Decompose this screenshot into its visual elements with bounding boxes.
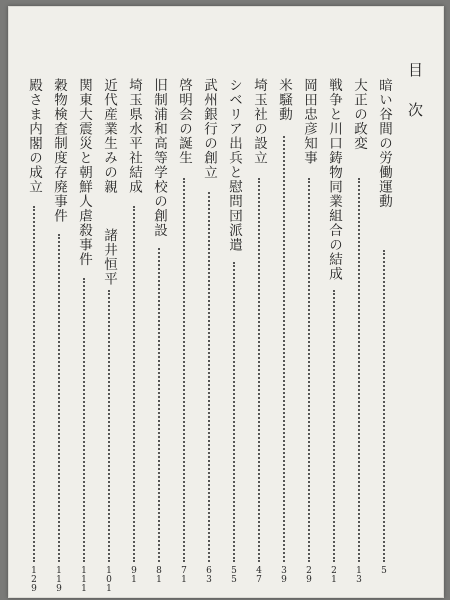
toc-entry-page: 5	[379, 566, 389, 575]
toc-entry-page: 119	[54, 566, 64, 593]
toc-entry-page: 129	[29, 566, 39, 593]
toc-entry-title: 大正の政変	[351, 78, 367, 151]
toc-entry	[49, 78, 69, 598]
toc-entry	[149, 78, 169, 598]
toc-entry-title: 米騒動	[276, 78, 292, 122]
toc-entry-title: 旧制浦和高等学校の創設	[151, 78, 167, 238]
toc-leader-dots	[33, 206, 35, 562]
toc-entry-title: 近代産業生みの親	[101, 78, 117, 194]
toc-leader-dots	[83, 278, 85, 562]
toc-entry-page: 63	[204, 566, 214, 584]
toc-leader-dots	[133, 206, 135, 562]
toc-entry-title: 埼玉県水平社結成	[126, 78, 142, 194]
toc-entry-page: 21	[329, 566, 339, 584]
toc-entry-title: 関東大震災と朝鮮人虐殺事件	[76, 78, 92, 267]
toc-entry-title: 戦争と川口鋳物同業組合の結成	[326, 78, 342, 281]
toc-entry-page: 47	[254, 566, 264, 584]
toc-entry-page: 91	[129, 566, 139, 584]
toc-leader-dots	[158, 248, 160, 562]
toc-entry	[124, 78, 144, 598]
toc-entry	[274, 78, 294, 598]
toc-entry-page: 39	[279, 566, 289, 584]
toc-entry-author: 諸井恒平	[101, 228, 117, 286]
toc-leader-dots	[183, 178, 185, 562]
toc-entry	[349, 78, 369, 598]
toc-leader-dots	[208, 192, 210, 562]
toc-leader-dots	[358, 178, 360, 562]
toc-entry-title: 殿さま内閣の成立	[26, 78, 42, 194]
toc-entry-page: 29	[304, 566, 314, 584]
toc-entry-title: シベリア出兵と慰問団派遣	[226, 78, 242, 252]
toc-entry-page: 111	[79, 566, 89, 593]
toc-entry	[74, 78, 94, 598]
toc-leader-dots	[308, 178, 310, 562]
toc-entry-page: 101	[104, 566, 114, 593]
toc-entry-page: 71	[179, 566, 189, 584]
toc-entry	[374, 78, 394, 598]
toc-leader-dots	[233, 262, 235, 562]
toc-entry-title: 岡田忠彦知事	[301, 78, 317, 165]
toc-entry	[324, 78, 344, 598]
toc-heading: 目 次	[406, 62, 424, 127]
toc-leader-dots	[108, 290, 110, 562]
toc-entry-title: 暗い谷間の労働運動	[376, 78, 392, 209]
toc-entry-page: 13	[354, 566, 364, 584]
toc-entry-title: 武州銀行の創立	[201, 78, 217, 180]
toc-leader-dots	[283, 136, 285, 562]
toc-entry	[99, 78, 119, 598]
book-page	[8, 6, 444, 598]
toc-entry	[24, 78, 44, 598]
toc-entry-page: 55	[229, 566, 239, 584]
toc-entry-title: 啓明会の誕生	[176, 78, 192, 165]
toc-leader-dots	[58, 234, 60, 562]
toc-entry-page: 81	[154, 566, 164, 584]
toc-entry	[299, 78, 319, 598]
toc-leader-dots	[258, 178, 260, 562]
toc-entry	[199, 78, 219, 598]
toc-entry	[249, 78, 269, 598]
toc-entry-title: 埼玉社の設立	[251, 78, 267, 165]
toc-entry-title: 穀物検査制度存廃事件	[51, 78, 67, 223]
toc-leader-dots	[333, 290, 335, 562]
toc-entry	[174, 78, 194, 598]
toc-leader-dots	[383, 250, 385, 562]
toc-entry	[224, 78, 244, 598]
